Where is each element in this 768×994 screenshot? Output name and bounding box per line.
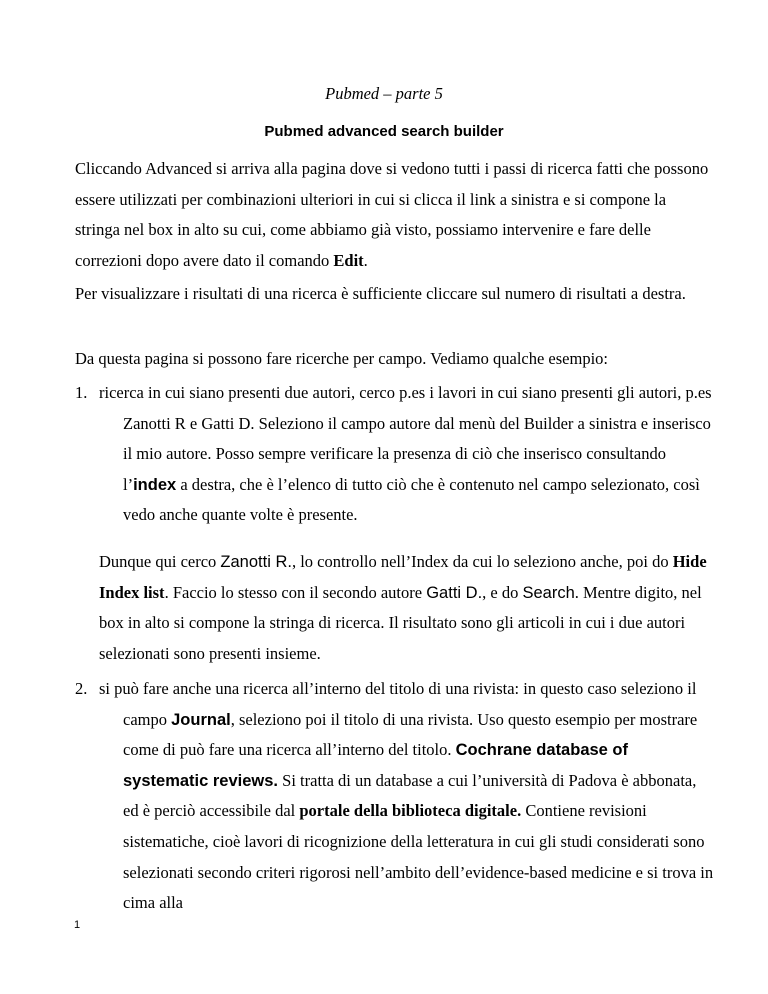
list-item-authors xyxy=(75,378,715,531)
followup-text-5: . Mentre digito, nel box in alto si compone la stringa di ricerca. Il risultato sono gli articoli in cui i due autori selezionati sono presenti insieme. xyxy=(99,582,702,663)
document-title: Pubmed – parte 5 xyxy=(325,84,443,103)
paragraph-authors-example-text xyxy=(99,547,715,669)
paragraph-results: Per visualizzare i risultati di una ricerca è sufficiente cliccare sul numero di risultati a destra. xyxy=(75,284,686,303)
list-item-number: 1. xyxy=(75,383,88,402)
paragraph-advanced-text: Cliccando Advanced si arriva alla pagina dove si vedono tutti i passi di ricerca fatti che possono essere utilizzati per combinazioni ulteriori in cui si clicca il link a sinistra e si compone la stringa nel box in alto su cui, come abbiamo già visto, possiamo intervenire e fare delle correzioni dopo avere dato il comando xyxy=(75,159,709,270)
list-item-number: 2. xyxy=(75,679,88,698)
author-zanotti: Zanotti R. xyxy=(220,553,292,571)
list-item-text xyxy=(99,378,715,531)
paragraph-field-search: Da questa pagina si possono fare ricerche per campo. Vediamo qualche esempio: xyxy=(75,349,609,368)
followup-text-4: , e do xyxy=(482,582,523,602)
hide-index-list-command: Hide Index list xyxy=(99,552,707,602)
paragraph-authors-example xyxy=(75,547,715,669)
journal-field: Journal xyxy=(171,710,231,729)
item2-text-1: si può fare anche una ricerca all’interno del titolo di una rivista: in questo caso seleziono il campo xyxy=(99,679,697,729)
edit-command: Edit xyxy=(333,250,364,270)
author-gatti: Gatti D. xyxy=(426,583,483,602)
paragraph-advanced-end: . xyxy=(363,250,368,270)
followup-text-2: , lo controllo nell’Index da cui lo seleziono anche, poi do xyxy=(291,552,673,571)
paragraph-advanced xyxy=(75,154,715,276)
cochrane-title: Cochrane database of systematic reviews. xyxy=(123,741,629,790)
item2-text-3: Si tratta di un database a cui l’università di Padova è abbonata, ed è perciò accessibile dal xyxy=(123,770,697,821)
search-command: Search xyxy=(522,583,575,602)
digital-library-portal: portale della biblioteca digitale. xyxy=(299,801,522,821)
list-item-text-a: ricerca in cui siano presenti due autori, cerco p.es i lavori in cui siano presenti gli autori, p.es Zanotti R e Gatti D. Seleziono il campo autore dal menù del Builder a sinistra e inserisco il mio autore. Posso sempre verificare la presenza di ciò che inserisco consultando l’ xyxy=(99,383,712,494)
item2-text-2: , seleziono poi il titolo di una rivista. Uso questo esempio per mostrare come di può fare una ricerca all’interno del titolo. xyxy=(123,709,698,760)
followup-text-3: . Faccio lo stesso con il secondo autore xyxy=(164,582,427,602)
list-item-text xyxy=(99,674,715,919)
list-item-text-b: a destra, che è l’elenco di tutto ciò che è contenuto nel campo selezionato, così vedo anche quante volte è presente. xyxy=(123,474,700,525)
followup-text-1: Dunque qui cerco xyxy=(99,552,221,571)
item2-text-4: Contiene revisioni sistematiche, cioè lavori di ricognizione della letteratura in cui gli studi considerati sono selezionati secondo criteri rigorosi nell’ambito dell’evidence-based medicine e si trova in cima alla xyxy=(123,801,714,913)
index-term: index xyxy=(133,475,177,494)
page-number: 1 xyxy=(74,919,81,931)
list-item-journal xyxy=(75,674,715,919)
document-subtitle: Pubmed advanced search builder xyxy=(264,123,504,140)
